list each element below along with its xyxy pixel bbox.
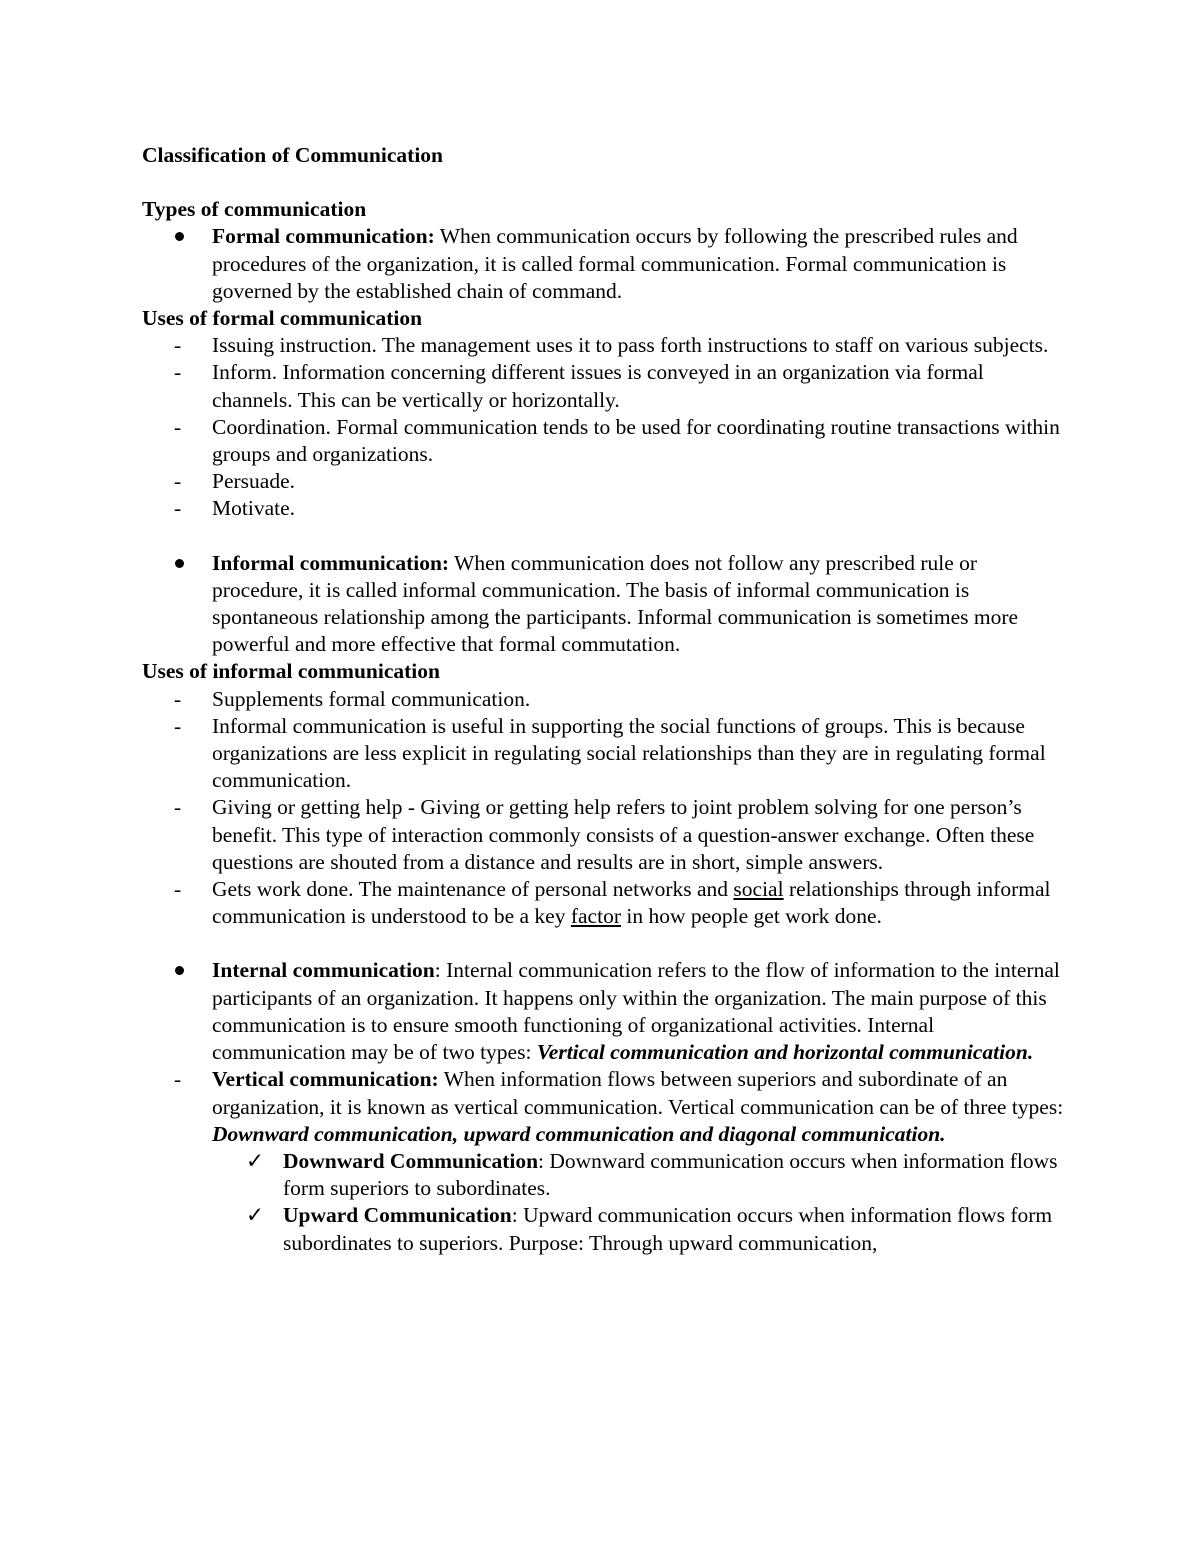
internal-communication-bullet [142, 957, 1067, 1066]
checkmark-icon: ✓ [246, 1203, 265, 1228]
dash-icon: - [174, 360, 182, 385]
types-heading: Types of communication [142, 197, 367, 222]
list-item-text: Motivate. [212, 496, 295, 521]
vertical-term: Vertical communication: [212, 1067, 439, 1092]
dash-icon: - [174, 333, 182, 358]
list-item [142, 713, 1067, 795]
list-item-text: Persuade. [212, 469, 295, 494]
checkmark-icon: ✓ [246, 1148, 265, 1173]
list-item [142, 332, 1067, 359]
vertical-emphasis: Downward communication, upward communication and diagonal communication. [212, 1121, 946, 1146]
dash-icon: - [174, 496, 182, 521]
spacer [142, 930, 1067, 957]
bullet-icon [175, 559, 184, 568]
list-item-text: Inform. Information concerning different issues is conveyed in an organization via formal channels. This can be vertically or horizontally. [212, 360, 984, 412]
bullet-icon [175, 232, 184, 241]
informal-text: When communication does not follow any prescribed rule or procedure, it is called informal communication. The basis of informal communication is spontaneous relationship among the participants. Informal communication is sometimes more powerful and more effective that formal commutation. [212, 550, 1019, 657]
dash-icon: - [174, 1067, 182, 1092]
internal-text: : Internal communication refers to the flow of information to the internal participants of an organization. It happens only within the organization. The main purpose of this communication is to ensure smooth functioning of organizational activities. Internal communication may be of two types: [212, 958, 1060, 1065]
list-item-text: Informal communication is useful in supporting the social functions of groups. This is because organizations are less explicit in regulating social relationships than they are in regulating formal communication. [212, 713, 1046, 793]
formal-communication-bullet [142, 223, 1067, 305]
dash-icon: - [174, 686, 182, 711]
list-item [142, 468, 1067, 495]
list-item-text: Issuing instruction. The management uses it to pass forth instructions to staff on various subjects. [212, 333, 1049, 358]
informal-term: Informal communication: [212, 550, 450, 575]
dash-icon: - [174, 713, 182, 738]
upward-text: : Upward communication occurs when information flows form subordinates to superiors. Purpose: Through upward communication, [283, 1203, 1053, 1255]
upward-communication-item [142, 1202, 1067, 1256]
list-item-text: Giving or getting help - Giving or getting help refers to joint problem solving for one person’s benefit. This type of interaction commonly consists of a question-answer exchange. Often these questions are shouted from a distance and results are in short, simple answers. [212, 795, 1035, 874]
list-item-text-part: relationships through informal communication is understood to be a key [212, 877, 1051, 929]
list-item-text: Coordination. Formal communication tends to be used for coordinating routine transactions within groups and organizations. [212, 414, 1060, 467]
spacer [142, 523, 1067, 550]
downward-communication-item [142, 1148, 1067, 1202]
list-item-text: Supplements formal communication. [212, 686, 531, 711]
internal-term: Internal communication [212, 958, 435, 983]
list-item-text-part: in how people get work done. [621, 904, 882, 929]
vertical-text: When information flows between superiors and subordinate of an organization, it is known as vertical communication. Vertical communication can be of three types: [212, 1067, 1064, 1119]
document-title: Classification of Communication [142, 143, 443, 167]
list-item [142, 359, 1067, 413]
upward-term: Upward Communication [283, 1203, 512, 1228]
factor-link[interactable]: factor [570, 904, 621, 929]
list-item-text-part: Gets work done. The maintenance of personal networks and [212, 877, 734, 902]
informal-communication-bullet [142, 550, 1067, 659]
downward-term: Downward Communication [283, 1148, 539, 1173]
social-link[interactable]: social [733, 877, 784, 902]
bullet-icon [175, 966, 184, 975]
dash-icon: - [174, 877, 182, 902]
dash-icon: - [174, 469, 182, 494]
internal-emphasis: Vertical communication and horizontal communication. [536, 1040, 1034, 1065]
dash-icon: - [174, 795, 182, 820]
list-item [142, 794, 1067, 876]
downward-text: : Downward communication occurs when information flows form superiors to subordinates. [283, 1148, 1058, 1201]
formal-text: When communication occurs by following the prescribed rules and procedures of the organization, it is called formal communication. Formal communication is governed by the established chain of command. [212, 224, 1018, 303]
list-item [142, 414, 1067, 468]
informal-uses-heading: Uses of informal communication [142, 659, 440, 684]
list-item [142, 876, 1067, 930]
document-body [142, 142, 1067, 1257]
list-item [142, 495, 1067, 522]
formal-term: Formal communication: [212, 224, 435, 249]
dash-icon: - [174, 414, 182, 439]
list-item [142, 686, 1067, 713]
formal-uses-heading: Uses of formal communication [142, 306, 423, 331]
vertical-communication-item [142, 1066, 1067, 1148]
